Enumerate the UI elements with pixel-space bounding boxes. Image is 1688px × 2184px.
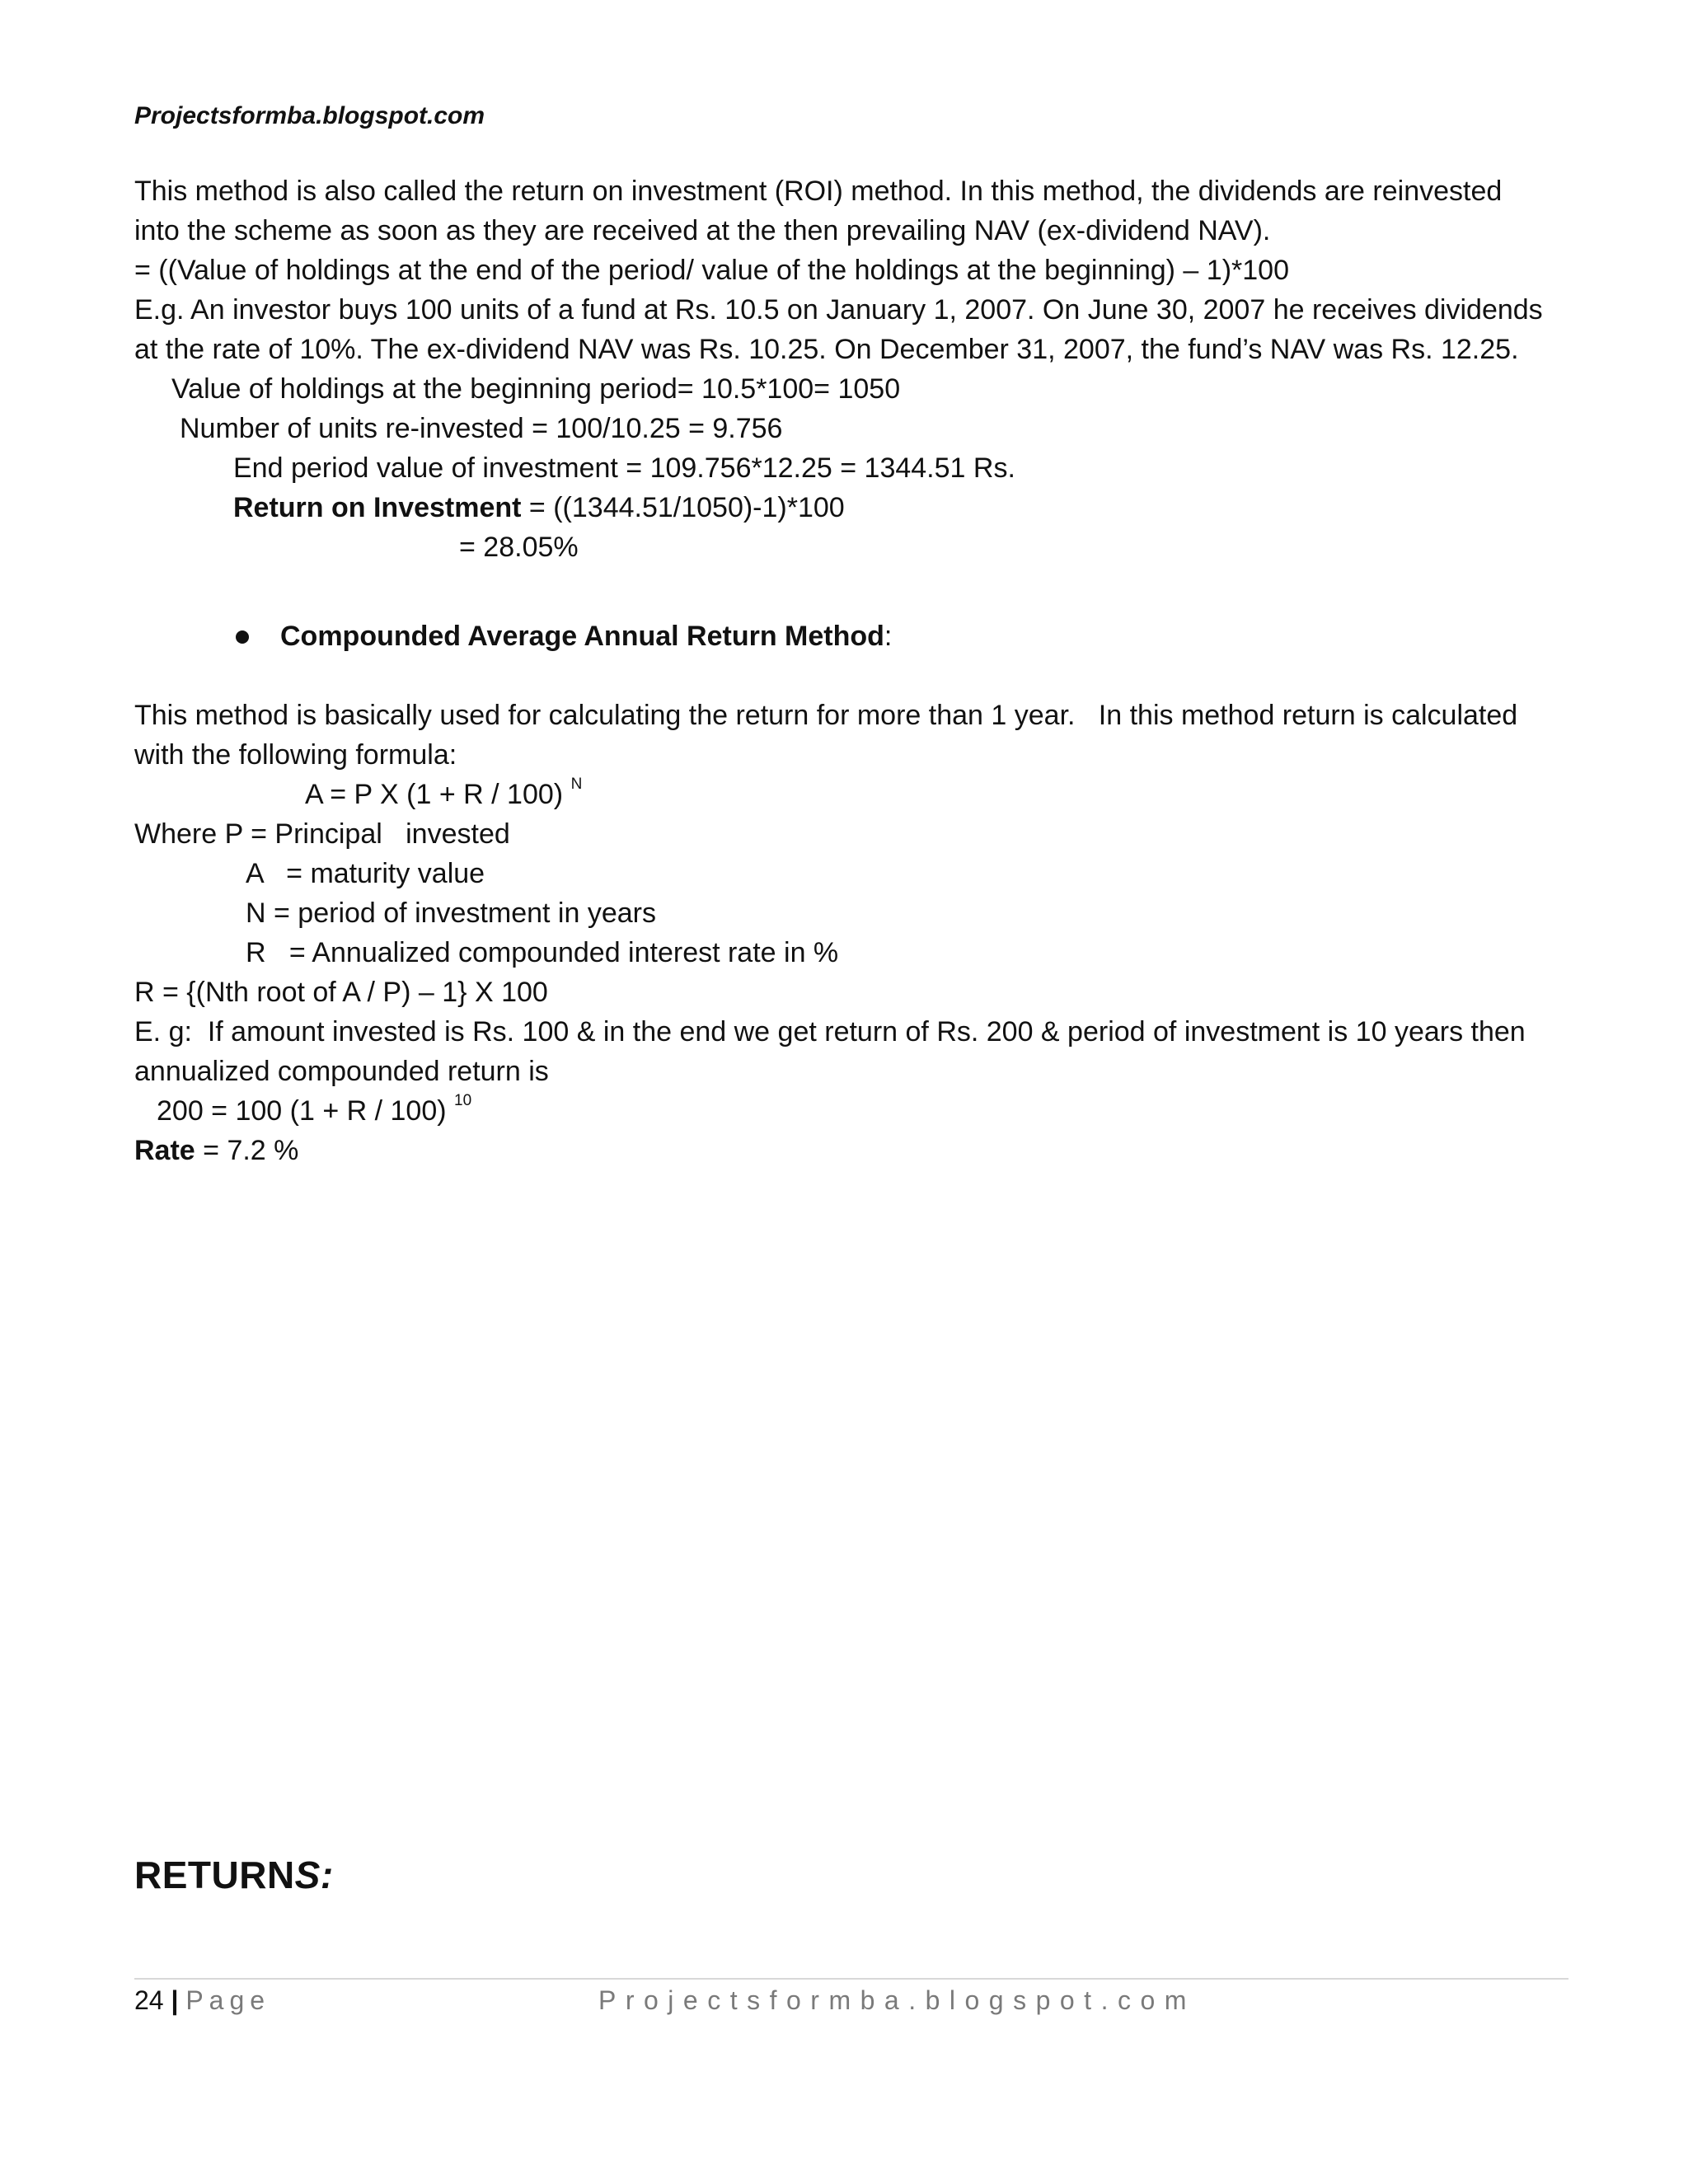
roi-calc-end: End period value of investment = 109.756*12.25 = 1344.51 Rs. [233,452,1015,484]
returns-heading-main: RETURN [134,1854,295,1896]
footer-separator: | [163,1985,186,2015]
roi-formula-value: = ((1344.51/1050)-1)*100 [521,492,845,523]
rate-label: Rate [134,1135,195,1166]
cagr-example-exponent: 10 [454,1092,472,1109]
cagr-intro-line-2: with the following formula: [134,739,457,771]
roi-example-line-2: at the rate of 10%. The ex-dividend NAV was Rs. 10.25. On December 31, 2007, the fund’s NAV was Rs. 12.25. [134,334,1519,365]
roi-example-line-1: E.g. An investor buys 100 units of a fund at Rs. 10.5 on January 1, 2007. On June 30, 2007 he receives dividends [134,294,1543,326]
footer-page-indicator [134,1984,270,2017]
cagr-example-line-1: E. g: If amount invested is Rs. 100 & in the end we get return of Rs. 200 & period of investment is 10 years then [134,1016,1526,1047]
roi-result: = 28.05% [459,532,579,563]
roi-formula: = ((Value of holdings at the end of the period/ value of the holdings at the beginning) – 1)*100 [134,255,1289,286]
returns-heading [134,1853,334,1897]
cagr-where-n: N = period of investment in years [246,898,656,929]
roi-label: Return on Investment [233,492,522,523]
roi-calc-begin: Value of holdings at the beginning period= 10.5*100= 1050 [171,373,901,405]
cagr-formula [305,778,582,811]
roi-intro-line-2: into the scheme as soon as they are received at the then prevailing NAV (ex-dividend NAV). [134,215,1271,246]
cagr-example-base: 200 = 100 (1 + R / 100) [157,1095,455,1127]
cagr-heading: Compounded Average Annual Return Method [280,621,884,652]
cagr-rate-line [134,1134,298,1167]
cagr-formula-exponent: N [570,776,583,793]
returns-heading-italic: S: [294,1854,334,1896]
bullet-icon [236,630,249,644]
footer-divider [134,1978,1568,1980]
cagr-where-r: R = Annualized compounded interest rate in % [246,937,839,968]
cagr-where-p: Where P = Principal invested [134,818,510,850]
cagr-heading-line [280,620,892,653]
footer-site: Projectsformba.blogspot.com [598,1985,1196,2015]
header-site: Projectsformba.blogspot.com [134,102,485,129]
roi-calc-units: Number of units re-invested = 100/10.25 = 9.756 [180,413,783,444]
roi-result-line [233,491,845,524]
page-label: Page [185,1985,271,2015]
cagr-heading-suffix: : [884,621,893,652]
cagr-r-formula: R = {(Nth root of A / P) – 1} X 100 [134,977,548,1008]
rate-value: = 7.2 % [195,1135,299,1166]
cagr-formula-base: A = P X (1 + R / 100) [305,779,571,810]
cagr-example-line-2: annualized compounded return is [134,1056,549,1087]
cagr-example-equation [157,1094,471,1127]
page-number: 24 [134,1985,164,2015]
cagr-intro-line-1: This method is basically used for calculating the return for more than 1 year. In this method return is calculated [134,700,1518,731]
cagr-where-a: A = maturity value [246,858,485,889]
roi-intro-line-1: This method is also called the return on investment (ROI) method. In this method, the dividends are reinvested [134,176,1503,207]
